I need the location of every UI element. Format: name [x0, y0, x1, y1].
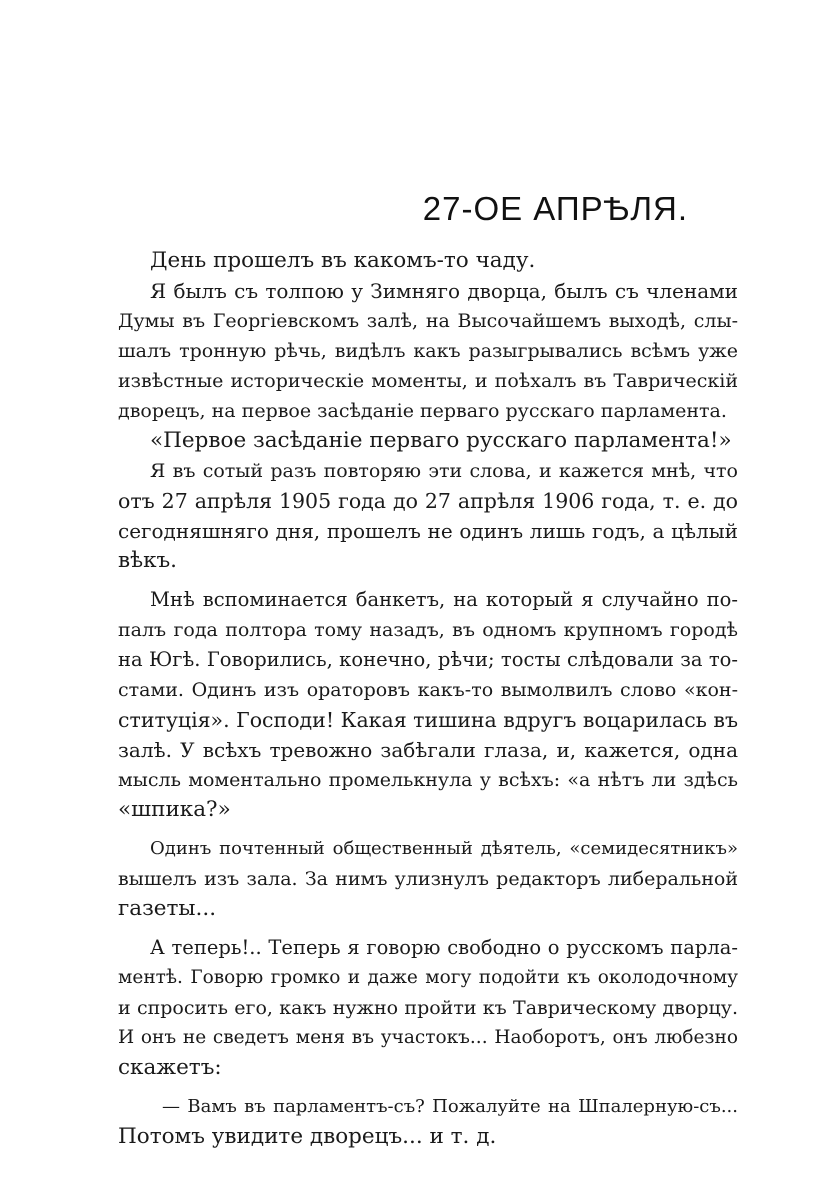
- text-line: ституція». Господи! Какая тишина вдругъ воцарилась въ: [118, 708, 738, 732]
- text-line: Мнѣ вспоминается банкетъ, на который я случайно по-: [150, 588, 738, 611]
- text-line: Я былъ съ толпою у Зимняго дворца, былъ съ членами: [150, 279, 738, 303]
- text-line: скажетъ:: [118, 1055, 222, 1080]
- text-line: палъ года полтора тому назадъ, въ одномъ крупномъ городѣ: [118, 619, 738, 641]
- text-line: ментѣ. Говорю громко и даже могу подойти къ околодочному: [118, 967, 738, 988]
- text-line: залѣ. У всѣхъ тревожно забѣгали глаза, и, кажется, одна: [118, 738, 738, 762]
- text-line: вышелъ изъ зала. За нимъ улизнулъ редакторъ либеральной: [118, 868, 738, 890]
- text-line: мысль моментально промелькнула у всѣхъ: «а нѣтъ ли здѣсь: [118, 769, 738, 791]
- text-line: Одинъ почтенный общественный дѣятель, «семидесятникъ»: [150, 838, 738, 859]
- text-line: А теперь!.. Теперь я говорю свободно о русскомъ парла-: [150, 936, 738, 959]
- text-line: отъ 27 апрѣля 1905 года до 27 апрѣля 1906 года, т. е. до: [118, 489, 738, 513]
- text-line: Потомъ увидите дворецъ... и т. д.: [118, 1124, 497, 1149]
- text-line: сегодняшняго дня, прошелъ не одинъ лишь годъ, а цѣлый: [118, 519, 738, 543]
- text-line: День прошелъ въ какомъ-то чаду.: [150, 248, 536, 273]
- text-line: газеты...: [118, 896, 217, 921]
- text-line: дворецъ, на первое засѣданіе перваго русскаго парламента.: [118, 400, 727, 422]
- text-line: Думы въ Георгіевскомъ залѣ, на Высочайшемъ выходѣ, слы-: [118, 310, 738, 332]
- text-line: вѣкъ.: [118, 548, 178, 573]
- text-line: — Вамъ въ парламентъ-съ? Пожалуйте на Шпалерную-съ...: [162, 1096, 738, 1117]
- text-line: «шпика?»: [118, 797, 231, 822]
- text-line: «Первое засѣданіе перваго русскаго парламента!»: [150, 428, 732, 453]
- text-line: Я въ сотый разъ повторяю эти слова, и кажется мнѣ, что: [150, 460, 738, 482]
- text-line: шалъ тронную рѣчь, видѣлъ какъ разыгрывались всѣмъ уже: [118, 340, 738, 362]
- chapter-heading: 27-ОЕ АПРѢЛЯ.: [422, 190, 688, 227]
- text-line: и спросить его, какъ нужно пройти къ Таврическому дворцу.: [118, 997, 738, 1019]
- text-line: на Югѣ. Говорились, конечно, рѣчи; тосты слѣдовали за то-: [118, 648, 738, 671]
- text-line: стами. Одинъ изъ ораторовъ какъ-то вымолвилъ слово «кон-: [118, 679, 738, 701]
- text-line: И онъ не сведетъ меня въ участокъ... Наоборотъ, онъ любезно: [118, 1027, 738, 1048]
- body-text: [118, 246, 738, 1152]
- text-line: извѣстные историческіе моменты, и поѣхалъ въ Таврическій: [118, 370, 738, 392]
